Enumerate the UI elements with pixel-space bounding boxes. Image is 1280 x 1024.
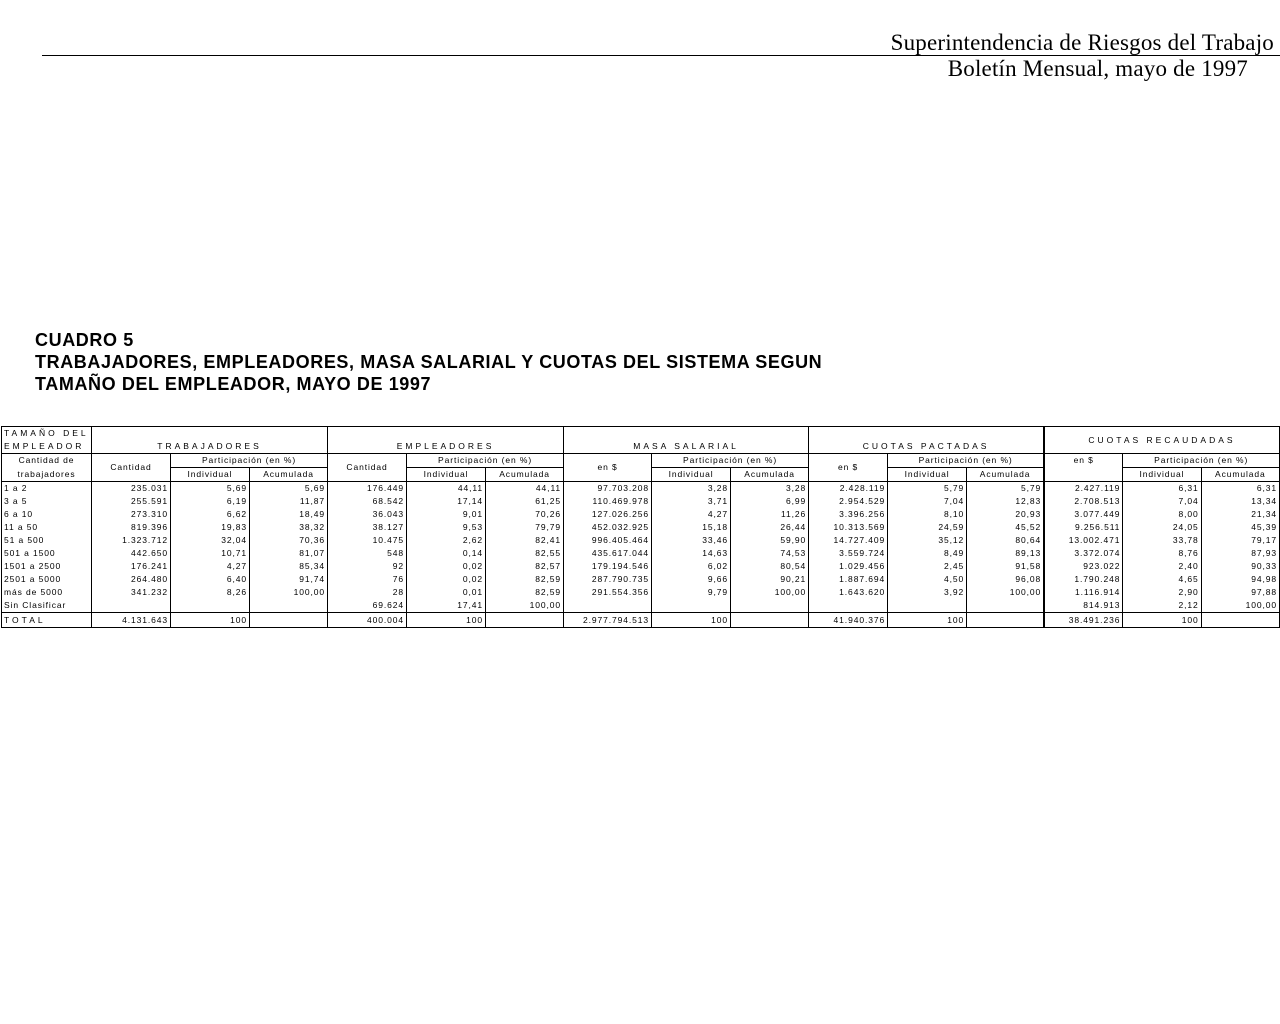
workers-cell: 235.031: [92, 482, 171, 496]
agreed-fees-share-cell: 24,59: [888, 521, 967, 534]
bulletin-title: Boletín Mensual, mayo de 1997: [947, 56, 1248, 81]
payroll-share-cell: 4,27: [652, 508, 731, 521]
table-row: [2, 599, 1044, 613]
workers-share-cell: 19,83: [171, 521, 250, 534]
collected-cell: 3.077.449: [1045, 508, 1123, 521]
employers-cumulative-header: Acumulada: [486, 468, 564, 482]
payroll-cell: 452.032.925: [564, 521, 652, 534]
payroll-cell: 97.703.208: [564, 482, 652, 496]
agreed-fees-cell: 14.727.409: [809, 534, 888, 547]
collected-cumulative-cell: 6,31: [1201, 482, 1279, 496]
workers-share-cell: 6,40: [171, 573, 250, 586]
collected-share-cell: 4,65: [1123, 573, 1201, 586]
payroll-share-cell: 3,28: [652, 482, 731, 496]
agreed-fees-cumulative-cell: 5,79: [967, 482, 1044, 496]
payroll-cumulative-cell: 100,00: [731, 586, 809, 599]
collected-cumulative-cell: 13,34: [1201, 495, 1279, 508]
size-cell: 1501 a 2500: [2, 560, 92, 573]
payroll-cell: 287.790.735: [564, 573, 652, 586]
workers-share-cell: 32,04: [171, 534, 250, 547]
total-employers: 400.004: [328, 613, 407, 628]
employers-cumulative-cell: 100,00: [486, 599, 564, 613]
size-cell: 6 a 10: [2, 508, 92, 521]
total-collected-share: 100: [1123, 613, 1201, 628]
size-cell: 2501 a 5000: [2, 573, 92, 586]
employers-cumulative-cell: 79,79: [486, 521, 564, 534]
payroll-cell: 179.194.546: [564, 560, 652, 573]
table-row: [1045, 573, 1280, 586]
table-row: [1045, 534, 1280, 547]
workers-share-header: Participación (en %): [171, 454, 328, 468]
employers-cell: 28: [328, 586, 407, 599]
agreed-fees-cell: 1.029.456: [809, 560, 888, 573]
employers-share-cell: 2,62: [407, 534, 486, 547]
employers-share-cell: 9,01: [407, 508, 486, 521]
agreed-fees-amount-header: en $: [809, 454, 888, 482]
workers-cell: 255.591: [92, 495, 171, 508]
workers-share-cell: 8,26: [171, 586, 250, 599]
size-cell: 11 a 50: [2, 521, 92, 534]
payroll-cell: 996.405.464: [564, 534, 652, 547]
main-table: [1, 426, 1044, 628]
agreed-fees-share-cell: 3,92: [888, 586, 967, 599]
employers-cell: 176.449: [328, 482, 407, 496]
collected-cell: 814.913: [1045, 599, 1123, 613]
table-row: [1045, 560, 1280, 573]
workers-share-cell: 5,69: [171, 482, 250, 496]
agreed-fees-cell: 10.313.569: [809, 521, 888, 534]
payroll-share-cell: 9,66: [652, 573, 731, 586]
agreed-fees-cumulative-header: Acumulada: [967, 468, 1044, 482]
caption-line-2: TAMAÑO DEL EMPLEADOR, MAYO DE 1997: [35, 374, 432, 394]
workers-share-cell: 6,19: [171, 495, 250, 508]
employers-cumulative-cell: 61,25: [486, 495, 564, 508]
employers-share-cell: 0,01: [407, 586, 486, 599]
employers-cumulative-cell: 82,59: [486, 573, 564, 586]
size-cell: Sin Clasificar: [2, 599, 92, 613]
table-row: [2, 547, 1044, 560]
payroll-group-header: MASA SALARIAL: [564, 440, 809, 454]
collected-cumulative-cell: 45,39: [1201, 521, 1279, 534]
table-row: [2, 560, 1044, 573]
workers-cumulative-cell: 85,34: [250, 560, 328, 573]
employers-share-cell: 17,41: [407, 599, 486, 613]
workers-share-cell: [171, 599, 250, 613]
caption-line-1: TRABAJADORES, EMPLEADORES, MASA SALARIAL Y CUOTAS DEL SISTEMA SEGUN: [35, 352, 823, 372]
total-payroll-share: 100: [652, 613, 731, 628]
size-header-line-2: EMPLEADOR: [2, 440, 92, 454]
total-agreed-fees-share: 100: [888, 613, 967, 628]
agreed-fees-cell: [809, 599, 888, 613]
workers-cumulative-cell: 81,07: [250, 547, 328, 560]
agreed-fees-cell: 3.559.724: [809, 547, 888, 560]
workers-cumulative-cell: [250, 599, 328, 613]
publisher-title: Superintendencia de Riesgos del Trabajo: [890, 30, 1274, 55]
employers-cumulative-cell: 82,59: [486, 586, 564, 599]
agreed-fees-share-cell: 35,12: [888, 534, 967, 547]
collected-cell: 3.372.074: [1045, 547, 1123, 560]
collected-amount-header: en $: [1045, 454, 1123, 482]
agreed-fees-cumulative-cell: 91,58: [967, 560, 1044, 573]
agreed-fees-group-header: CUOTAS PACTADAS: [809, 440, 1044, 454]
table-row: [1045, 599, 1280, 613]
table-row: [2, 534, 1044, 547]
payroll-amount-header: en $: [564, 454, 652, 482]
collected-fees-group-header: CUOTAS RECAUDADAS: [1045, 427, 1280, 454]
collected-cell: 1.116.914: [1045, 586, 1123, 599]
payroll-cumulative-cell: 6,99: [731, 495, 809, 508]
payroll-share-cell: 33,46: [652, 534, 731, 547]
agreed-fees-cumulative-cell: 89,13: [967, 547, 1044, 560]
collected-cumulative-cell: 79,17: [1201, 534, 1279, 547]
employers-cell: 92: [328, 560, 407, 573]
workers-cell: 273.310: [92, 508, 171, 521]
payroll-cumulative-cell: 59,90: [731, 534, 809, 547]
collected-cell: 9.256.511: [1045, 521, 1123, 534]
workers-cumulative-cell: 70,36: [250, 534, 328, 547]
payroll-share-header: Participación (en %): [652, 454, 809, 468]
employers-share-cell: 44,11: [407, 482, 486, 496]
collected-cumulative-cell: 97,88: [1201, 586, 1279, 599]
agreed-fees-cumulative-cell: 80,64: [967, 534, 1044, 547]
total-employers-share: 100: [407, 613, 486, 628]
employers-individual-header: Individual: [407, 468, 486, 482]
employers-share-cell: 0,02: [407, 573, 486, 586]
workers-share-cell: 6,62: [171, 508, 250, 521]
payroll-cell: [564, 599, 652, 613]
employers-cell: 10.475: [328, 534, 407, 547]
agreed-fees-cell: 1.643.620: [809, 586, 888, 599]
workers-group-header: TRABAJADORES: [92, 440, 328, 454]
agreed-fees-share-cell: 7,04: [888, 495, 967, 508]
workers-individual-header: Individual: [171, 468, 250, 482]
size-cell: 1 a 2: [2, 482, 92, 496]
table-row: [2, 521, 1044, 534]
employers-cumulative-cell: 82,57: [486, 560, 564, 573]
payroll-cumulative-header: Acumulada: [731, 468, 809, 482]
collected-share-cell: 2,90: [1123, 586, 1201, 599]
agreed-fees-cumulative-cell: 12,83: [967, 495, 1044, 508]
workers-cumulative-cell: 11,87: [250, 495, 328, 508]
workers-share-cell: 4,27: [171, 560, 250, 573]
collected-cell: 13.002.471: [1045, 534, 1123, 547]
payroll-share-cell: 9,79: [652, 586, 731, 599]
table-row: [1045, 508, 1280, 521]
payroll-cell: 110.469.978: [564, 495, 652, 508]
agreed-fees-share-cell: [888, 599, 967, 613]
employers-cumulative-cell: 82,55: [486, 547, 564, 560]
payroll-cell: 291.554.356: [564, 586, 652, 599]
size-cell: más de 5000: [2, 586, 92, 599]
employers-cumulative-cell: 44,11: [486, 482, 564, 496]
collected-share-cell: 7,04: [1123, 495, 1201, 508]
employers-share-cell: 0,14: [407, 547, 486, 560]
table-row: [1045, 521, 1280, 534]
workers-cell: 264.480: [92, 573, 171, 586]
payroll-cell: 435.617.044: [564, 547, 652, 560]
payroll-cumulative-cell: 74,53: [731, 547, 809, 560]
employers-share-cell: 17,14: [407, 495, 486, 508]
table-row: [2, 573, 1044, 586]
collected-share-cell: 2,40: [1123, 560, 1201, 573]
workers-cell: [92, 599, 171, 613]
agreed-fees-share-cell: 5,79: [888, 482, 967, 496]
size-subheader-line-2: trabajadores: [2, 468, 92, 482]
workers-share-cell: 10,71: [171, 547, 250, 560]
agreed-fees-individual-header: Individual: [888, 468, 967, 482]
payroll-cumulative-cell: 90,21: [731, 573, 809, 586]
agreed-fees-cumulative-cell: 96,08: [967, 573, 1044, 586]
workers-cumulative-header: Acumulada: [250, 468, 328, 482]
payroll-cumulative-cell: 80,54: [731, 560, 809, 573]
payroll-share-cell: 15,18: [652, 521, 731, 534]
employers-cell: 76: [328, 573, 407, 586]
workers-cumulative-cell: 100,00: [250, 586, 328, 599]
collected-cell: 923.022: [1045, 560, 1123, 573]
size-cell: 501 a 1500: [2, 547, 92, 560]
employers-cumulative-cell: 70,26: [486, 508, 564, 521]
workers-cell: 341.232: [92, 586, 171, 599]
total-label: TOTAL: [2, 613, 92, 628]
payroll-cumulative-cell: 3,28: [731, 482, 809, 496]
workers-cell: 442.650: [92, 547, 171, 560]
payroll-share-cell: 6,02: [652, 560, 731, 573]
total-payroll: 2.977.794.513: [564, 613, 652, 628]
collected-cumulative-cell: 21,34: [1201, 508, 1279, 521]
payroll-share-cell: [652, 599, 731, 613]
table-caption: [35, 329, 822, 395]
payroll-cumulative-cell: 11,26: [731, 508, 809, 521]
collected-individual-header: Individual: [1123, 468, 1201, 482]
collected-cumulative-cell: 94,98: [1201, 573, 1279, 586]
collected-share-cell: 33,78: [1123, 534, 1201, 547]
employers-cell: 38.127: [328, 521, 407, 534]
collected-cumulative-cell: 90,33: [1201, 560, 1279, 573]
table-row: [2, 495, 1044, 508]
payroll-share-cell: 3,71: [652, 495, 731, 508]
employers-cell: 548: [328, 547, 407, 560]
payroll-cumulative-cell: [731, 599, 809, 613]
payroll-cell: 127.026.256: [564, 508, 652, 521]
collected-cell: 2.708.513: [1045, 495, 1123, 508]
collected-share-cell: 6,31: [1123, 482, 1201, 496]
total-agreed-fees: 41.940.376: [809, 613, 888, 628]
collected-cumulative-header: Acumulada: [1201, 468, 1279, 482]
collected-share-cell: 24,05: [1123, 521, 1201, 534]
employers-share-header: Participación (en %): [407, 454, 564, 468]
agreed-fees-share-cell: 2,45: [888, 560, 967, 573]
table-row: [2, 508, 1044, 521]
collected-cumulative-cell: 100,00: [1201, 599, 1279, 613]
payroll-individual-header: Individual: [652, 468, 731, 482]
workers-cumulative-cell: 91,74: [250, 573, 328, 586]
agreed-fees-cell: 2.954.529: [809, 495, 888, 508]
collected-fees-table: [1044, 426, 1280, 628]
agreed-fees-share-header: Participación (en %): [888, 454, 1044, 468]
workers-cumulative-cell: 38,32: [250, 521, 328, 534]
agreed-fees-cumulative-cell: 20,93: [967, 508, 1044, 521]
workers-cell: 819.396: [92, 521, 171, 534]
size-subheader-line-1: Cantidad de: [2, 454, 92, 468]
employers-group-header: EMPLEADORES: [328, 440, 564, 454]
total-collected: 38.491.236: [1045, 613, 1123, 628]
total-workers-share: 100: [171, 613, 250, 628]
workers-cell: 1.323.712: [92, 534, 171, 547]
agreed-fees-share-cell: 8,10: [888, 508, 967, 521]
agreed-fees-cell: 2.428.119: [809, 482, 888, 496]
workers-count-header: Cantidad: [92, 454, 171, 482]
collected-share-cell: 2,12: [1123, 599, 1201, 613]
collected-cell: 2.427.119: [1045, 482, 1123, 496]
collected-share-header: Participación (en %): [1123, 454, 1280, 468]
workers-cumulative-cell: 18,49: [250, 508, 328, 521]
table-row: [1045, 547, 1280, 560]
employers-count-header: Cantidad: [328, 454, 407, 482]
table-row: [1045, 495, 1280, 508]
agreed-fees-cell: 1.887.694: [809, 573, 888, 586]
size-header-line-1: TAMAÑO DEL: [2, 427, 92, 441]
agreed-fees-cumulative-cell: [967, 599, 1044, 613]
collected-cell: 1.790.248: [1045, 573, 1123, 586]
payroll-cumulative-cell: 26,44: [731, 521, 809, 534]
table-row: [2, 482, 1044, 496]
employers-cell: 36.043: [328, 508, 407, 521]
total-workers: 4.131.643: [92, 613, 171, 628]
caption-number: CUADRO 5: [35, 330, 134, 350]
payroll-share-cell: 14,63: [652, 547, 731, 560]
employers-share-cell: 0,02: [407, 560, 486, 573]
employers-share-cell: 9,53: [407, 521, 486, 534]
agreed-fees-share-cell: 8,49: [888, 547, 967, 560]
workers-cell: 176.241: [92, 560, 171, 573]
size-cell: 3 a 5: [2, 495, 92, 508]
table-row: [1045, 586, 1280, 599]
agreed-fees-cumulative-cell: 45,52: [967, 521, 1044, 534]
agreed-fees-cumulative-cell: 100,00: [967, 586, 1044, 599]
table-row: [1045, 482, 1280, 496]
employers-cumulative-cell: 82,41: [486, 534, 564, 547]
employers-cell: 68.542: [328, 495, 407, 508]
agreed-fees-share-cell: 4,50: [888, 573, 967, 586]
collected-share-cell: 8,76: [1123, 547, 1201, 560]
workers-cumulative-cell: 5,69: [250, 482, 328, 496]
collected-share-cell: 8,00: [1123, 508, 1201, 521]
collected-cumulative-cell: 87,93: [1201, 547, 1279, 560]
agreed-fees-cell: 3.396.256: [809, 508, 888, 521]
size-cell: 51 a 500: [2, 534, 92, 547]
employers-cell: 69.624: [328, 599, 407, 613]
table-row: [2, 586, 1044, 599]
